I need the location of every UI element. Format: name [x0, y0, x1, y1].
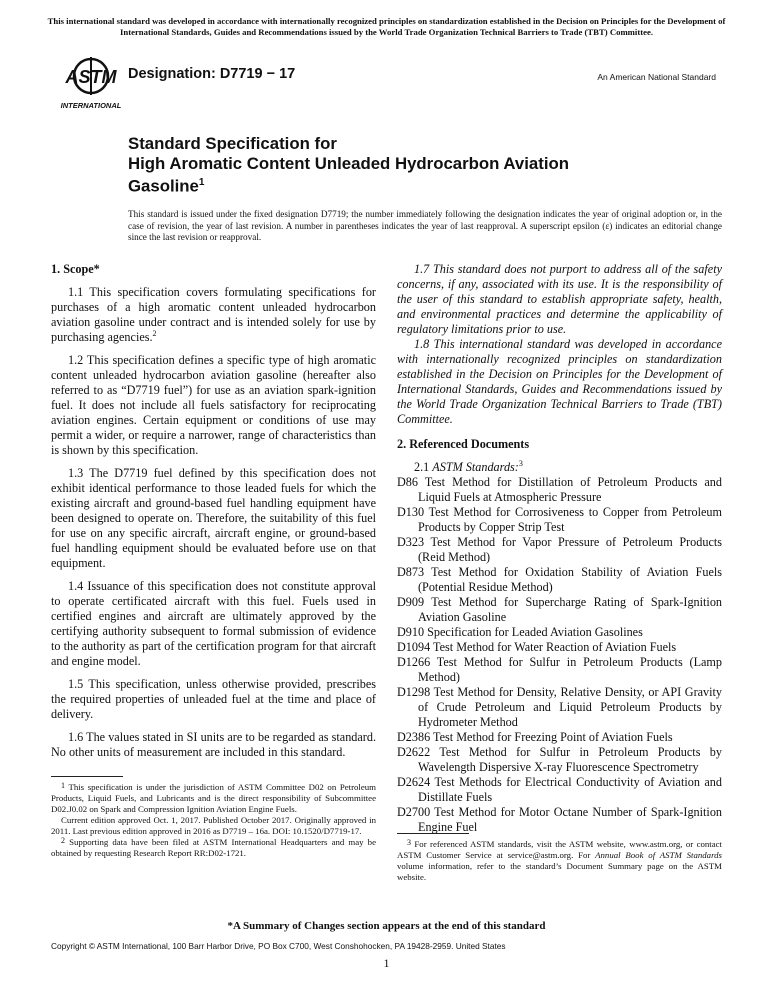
- referenced-standard-item: [397, 565, 722, 595]
- standard-title: Test Method for Vapor Pressure of Petroleum Products (Reid Method): [418, 535, 723, 564]
- referenced-standard-item: [397, 640, 722, 655]
- left-column: [51, 262, 376, 768]
- footnotes-right: [397, 833, 722, 883]
- standard-code: D2624: [397, 775, 431, 789]
- standard-title: Test Method for Sulfur in Petroleum Products by Wavelength Dispersive X-ray Fluorescence Spectrometry: [418, 745, 722, 774]
- referenced-standard-item: [397, 775, 722, 805]
- referenced-standard-item: [397, 505, 722, 535]
- para-1-1: 1.1 This specification covers formulating specifications for purchases of a high aromatic content unleaded hydrocarbon aviation gasoline under contract and is intended solely for use by purchasing agencies.$^2$: [51, 285, 376, 344]
- standard-title: Test Method for Oxidation Stability of Aviation Fuels (Potential Residue Method): [418, 565, 722, 594]
- footnote-2: $^2$ Supporting data have been filed at ASTM International Headquarters and may be obtained by requesting Research Report RR:D02-1721.: [51, 836, 376, 858]
- standard-code: D86: [397, 475, 418, 489]
- standard-code: D2622: [397, 745, 431, 759]
- copyright-notice: Copyright © ASTM International, 100 Barr Harbor Drive, PO Box C700, West Conshohocken, PA 19428-2959. United States: [51, 941, 506, 951]
- para-1-8: 1.8 This international standard was developed in accordance with internationally recognized principles on standardization established in the Decision on Principles for the Development of International Standards, Guides and Recommendations issued by the World Trade Organization Technical Barriers to Trade (TBT) Committee.: [397, 337, 722, 426]
- standard-code: D1298: [397, 685, 431, 699]
- para-1-3: 1.3 The D7719 fuel defined by this specification does not exhibit identical performance to those leaded fuels for which the existing aircraft and ground-based fuel handling equipment have been designed to operate on. Therefore, the suitability of this fuel for use on any specific aircraft, aircraft engine, or ground-based fuel handling equipment should be evaluated before use on that equipment.: [51, 466, 376, 570]
- standard-title: Test Method for Motor Octane Number of Spark-Ignition Engine Fuel: [418, 805, 722, 834]
- referenced-standard-item: [397, 595, 722, 625]
- referenced-standard-item: [397, 655, 722, 685]
- para-1-6: 1.6 The values stated in SI units are to be regarded as standard. No other units of measurement are included in this standard.: [51, 730, 376, 759]
- footnote-3: $^3$ For referenced ASTM standards, visit the ASTM website, www.astm.org, or contact ASTM Customer Service at service@astm.org. For Annual Book of ASTM Standards volume information, refer to the standard’s Document Summary page on the ASTM website.: [397, 838, 722, 882]
- designation: Designation: D7719 − 17: [128, 66, 296, 82]
- para-1-4: 1.4 Issuance of this specification does not constitute approval to operate certificated aircraft with this fuel. Fuels used in certified engines and aircraft are ultimately approved by the certifying authority subsequent to formal submission of evidence to the authority as part of the certification program for that aircraft and engine model.: [51, 579, 376, 668]
- standard-title: Test Method for Water Reaction of Aviation Fuels: [433, 640, 677, 654]
- title-line-2: High Aromatic Content Unleaded Hydrocarbon Aviation: [128, 153, 570, 173]
- title-line-3: Gasoline$^1$: [128, 176, 205, 196]
- standard-title: Test Method for Corrosiveness to Copper from Petroleum Products by Copper Strip Test: [418, 505, 722, 534]
- footnote-divider: [397, 833, 469, 834]
- footnote-divider: [51, 776, 123, 777]
- standard-title: Test Method for Distillation of Petroleum Products and Liquid Fuels at Atmospheric Pressure: [418, 475, 722, 504]
- svg-text:ASTM: ASTM: [65, 67, 117, 87]
- referenced-standard-item: [397, 535, 722, 565]
- standard-code: D323: [397, 535, 425, 549]
- standard-code: D873: [397, 565, 425, 579]
- page-number: 1: [383, 956, 390, 970]
- standard-title: Test Method for Freezing Point of Aviation Fuels: [433, 730, 673, 744]
- right-column: [397, 262, 722, 835]
- astm-logo-icon: [60, 52, 122, 112]
- referenced-documents-heading: 2. Referenced Documents: [397, 437, 530, 451]
- referenced-standard-item: [397, 730, 722, 745]
- referenced-standard-item: [397, 475, 722, 505]
- standard-title: Test Method for Density, Relative Density, or API Gravity of Crude Petroleum and Liquid Petroleum Products by Hydrometer Method: [418, 685, 722, 729]
- para-1-7: 1.7 This standard does not purport to address all of the safety concerns, if any, associated with its use. It is the responsibility of the user of this standard to establish appropriate safety, health, and environmental practices and determine the applicability of regulatory limitations prior to use.: [397, 262, 722, 336]
- top-notice: This international standard was developed in accordance with internationally recognized principles on standardization established in the Decision on Principles for the Development of International Standards, Guides and Recommendations issued by the World Trade Organization Technical Barriers to Trade (TBT) Committee.: [47, 16, 726, 37]
- intro-paragraph: This standard is issued under the fixed designation D7719; the number immediately following the designation indicates the year of original adoption or, in the case of revision, the year of last revision. A number in parentheses indicates the year of last reapproval. A superscript epsilon (ε) indicates an editorial change since the last revision or reapproval.: [128, 209, 722, 242]
- astm-standards-subheading: 2.1 ASTM Standards:$^3$: [414, 459, 523, 474]
- footnote-1: $^1$ This specification is under the jurisdiction of ASTM Committee D02 on Petroleum Products, Liquid Fuels, and Lubricants and is the direct responsibility of Subcommittee D02.J0.02 on Spark and Compression Ignition Aviation Engine Fuels.: [51, 781, 377, 814]
- standard-code: D2700: [397, 805, 431, 819]
- standard-code: D909: [397, 595, 425, 609]
- title-footnote-mark: 1: [198, 177, 205, 188]
- para-1-5: 1.5 This specification, unless otherwise provided, prescribes the required properties of unleaded fuel at the time and place of delivery.: [51, 677, 376, 721]
- standard-title: Specification for Leaded Aviation Gasolines: [427, 625, 643, 639]
- standard-code: D910: [397, 625, 425, 639]
- standard-title: Test Methods for Electrical Conductivity of Aviation and Distillate Fuels: [418, 775, 722, 804]
- svg-text:INTERNATIONAL: INTERNATIONAL: [60, 101, 122, 110]
- referenced-standard-item: [397, 625, 722, 640]
- footnotes-left: [51, 776, 376, 859]
- standard-code: D1266: [397, 655, 431, 669]
- national-standard-label: An American National Standard: [597, 72, 716, 82]
- standard-code: D2386: [397, 730, 431, 744]
- astm-logo: [60, 52, 122, 112]
- title-line-1: Standard Specification for: [128, 134, 337, 153]
- referenced-standards-list: [397, 475, 722, 835]
- para-1-2: 1.2 This specification defines a specific type of high aromatic content unleaded hydrocarbon aviation gasoline (hereafter also referred to as “D7719 fuel”) for use as an aviation spark-ignition fuel. It does not include all fuels satisfactory for reciprocating aviation engines. Certain equipment or conditions of use may permit a wider, or require a narrower, range of characteristics than is shown by this specification.: [51, 353, 376, 457]
- standard-code: D130: [397, 505, 425, 519]
- summary-of-changes-note: *A Summary of Changes section appears at the end of this standard: [227, 920, 546, 932]
- scope-heading: 1. Scope*: [51, 262, 100, 276]
- standard-title: Test Method for Supercharge Rating of Spark-Ignition Aviation Gasoline: [418, 595, 723, 624]
- referenced-standard-item: [397, 685, 722, 730]
- document-title: [128, 134, 728, 196]
- referenced-standard-item: [397, 745, 722, 775]
- footnote-1-edition: Current edition approved Oct. 1, 2017. Published October 2017. Originally approved in 2011. Last previous edition approved in 2016 as D7719 – 16a. DOI: 10.1520/D7719-17.: [51, 815, 376, 836]
- standard-title: Test Method for Sulfur in Petroleum Products (Lamp Method): [418, 655, 722, 684]
- referenced-standard-item: [397, 805, 722, 835]
- standard-code: D1094: [397, 640, 431, 654]
